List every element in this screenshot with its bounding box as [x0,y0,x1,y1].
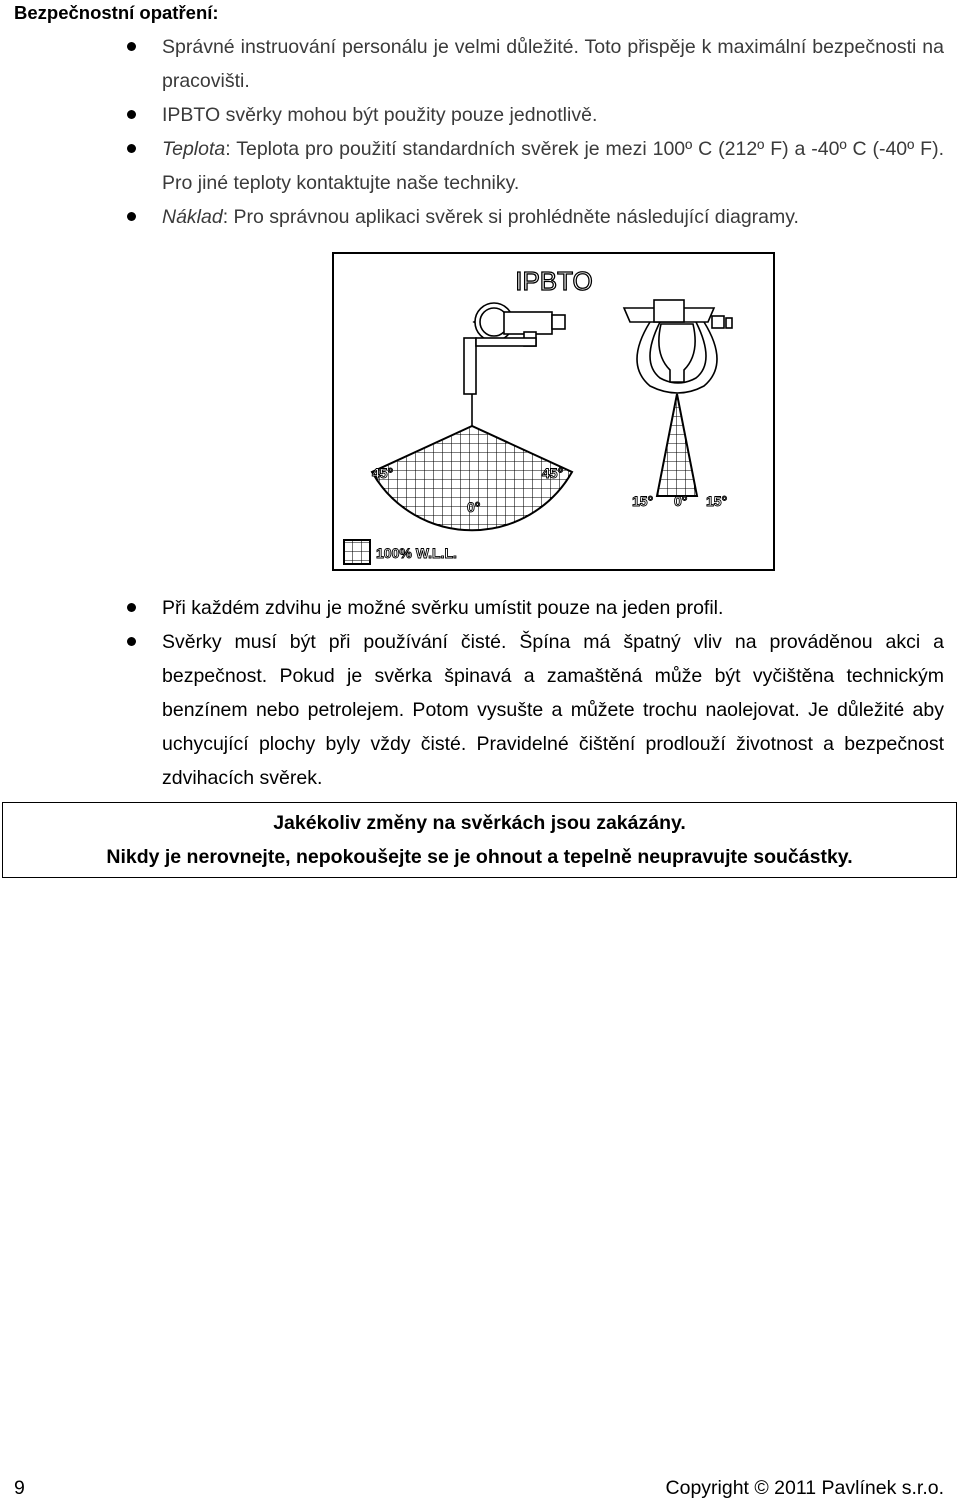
list-item-text: : Pro správnou aplikaci svěrek si prohlédněte následující diagramy. [222,206,799,228]
bullet-icon [127,42,136,51]
list-item-text: Svěrky musí být při používání čisté. Špína má špatný vliv na prováděnou akci a bezpečnost. Pokud je svěrka špinavá a zamaštěná může být vyčištěna technickým benzínem nebo petrolejem. Potom vysušte a můžete trochu naolejovat. Je důležité aby uchycující plochy byly vždy čisté. Pravidelné čištění prodlouží životnost a bezpečnost zdvihacích svěrek. [162,631,944,789]
list-item [0,200,960,234]
diagram-title: IPBTO [515,266,593,296]
section-heading: Bezpečnostní opatření: [14,2,219,23]
list-item-text: Při každém zdvihu je možné svěrku umístit pouze na jeden profil. [162,597,724,619]
clamp-front-view [624,300,732,496]
angle-label-0-right: 0° [674,493,688,509]
list-item-text: : Teplota pro použití standardních svěrek je mezi 100º C (212º F) a -40º C (-40º F). Pro jiné teploty kontaktujte naše techniky. [162,138,944,194]
angle-label-45-left: 45° [372,465,394,481]
list-item [0,625,960,795]
bullet-icon [127,212,136,221]
list-item-label: Teplota [162,138,226,160]
safety-list-bottom [0,591,960,795]
bullet-icon [127,144,136,153]
warning-box [2,802,957,878]
angle-label-45-right: 45° [542,465,564,481]
list-item-label: Náklad [162,206,223,228]
bullet-icon [127,603,136,612]
safety-list-top [0,30,960,234]
load-diagram [332,252,775,571]
list-item-text: IPBTO svěrky mohou být použity pouze jednotlivě. [162,104,598,126]
bullet-icon [127,110,136,119]
list-item-text: Správné instruování personálu je velmi důležité. Toto přispěje k maximální bezpečnosti na pracovišti. [162,36,944,92]
copyright-notice: Copyright © 2011 Pavlínek s.r.o. [665,1477,944,1499]
angle-label-15-left: 15° [632,493,654,509]
legend-label: 100% W.L.L. [376,545,457,561]
angle-label-0-left: 0° [467,499,481,515]
list-item [0,98,960,132]
legend-grid-swatch [344,540,370,564]
list-item [0,591,960,625]
warning-line-2: Nikdy je nerovnejte, nepokoušejte se je ohnout a tepelně neupravujte součástky. [106,846,853,868]
list-item [0,30,960,98]
warning-line-1: Jakékoliv změny na svěrkách jsou zakázány. [273,812,686,834]
list-item [0,132,960,200]
page-number: 9 [14,1477,25,1499]
bullet-icon [127,637,136,646]
angle-label-15-right: 15° [706,493,728,509]
clamp-side-view [372,303,572,530]
